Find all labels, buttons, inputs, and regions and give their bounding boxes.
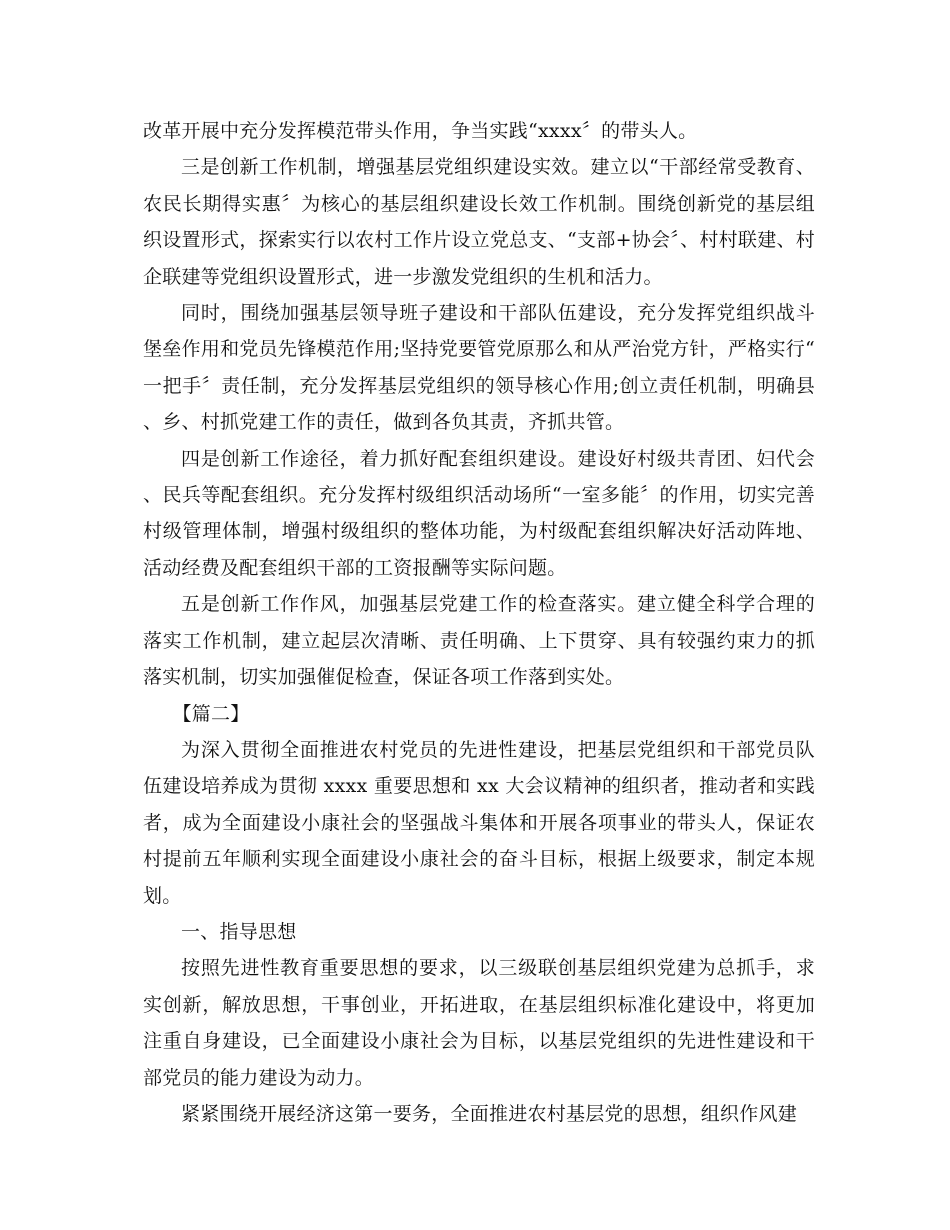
section-heading-part-two: 【篇二】 [172,702,250,725]
paragraph-point-four: 四是创新工作途径，着力抓好配套组织建设。建设好村级共青团、妇代会、民兵等配套组织。充分发挥村级组织活动场所“一室多能〞的作用，切实完善村级管理体制，增强村级组织的整体功能，为村级配套组织解决好活动阵地、活动经费及配套组织干部的工资报酬等实际问题。 [143,447,815,579]
document-body [143,113,815,1132]
paragraph-part-two-intro: 为深入贯彻全面推进农村党员的先进性建设，把基层党组织和干部党员队伍建设培养成为贯彻 xxxx 重要思想和 xx 大会议精神的组织者，推动者和实践者，成为全面建设小康社会的坚强战斗集体和开展各项事业的带头人，保证农村提前五年顺利实现全面建设小康社会的奋斗目标，根据上级要求，制定本规划。 [143,738,815,907]
section-heading-guiding-thought: 一、指导思想 [181,920,297,943]
paragraph-point-five: 五是创新工作作风，加强基层党建工作的检查落实。建立健全科学合理的落实工作机制，建立起层次清晰、责任明确、上下贯穿、具有较强约束力的抓落实机制，切实加强催促检查，保证各项工作落到实处。 [143,593,815,689]
paragraph-point-three: 三是创新工作机制，增强基层党组织建设实效。建立以“干部经常受教育、农民长期得实惠〞为核心的基层组织建设长效工作机制。围绕创新党的基层组织设置形式，探索实行以农村工作片设立党总支、“支部+协会〞、村村联建、村企联建等党组织设置形式，进一步激发党组织的生机和活力。 [143,156,815,288]
paragraph-guiding-thought: 按照先进性教育重要思想的要求，以三级联创基层组织党建为总抓手，求实创新，解放思想，干事创业，开拓进取，在基层组织标准化建设中，将更加注重自身建设，已全面建设小康社会为目标，以基层党组织的先进性建设和干部党员的能力建设为动力。 [143,957,815,1089]
paragraph-economic-focus: 紧紧围绕开展经济这第一要务，全面推进农村基层党的思想，组织作风建 [181,1102,798,1125]
paragraph-continuation: 改革开展中充分发挥模范带头作用，争当实践“xxxx〞的带头人。 [143,120,698,142]
paragraph-meanwhile: 同时，围绕加强基层领导班子建设和干部队伍建设，充分发挥党组织战斗堡垒作用和党员先锋模范作用;坚持党要管党原那么和从严治党方针，严格实行“一把手〞责任制，充分发挥基层党组织的领导核心作用;创立责任机制，明确县、乡、村抓党建工作的责任，做到各负其责，齐抓共管。 [143,302,815,434]
